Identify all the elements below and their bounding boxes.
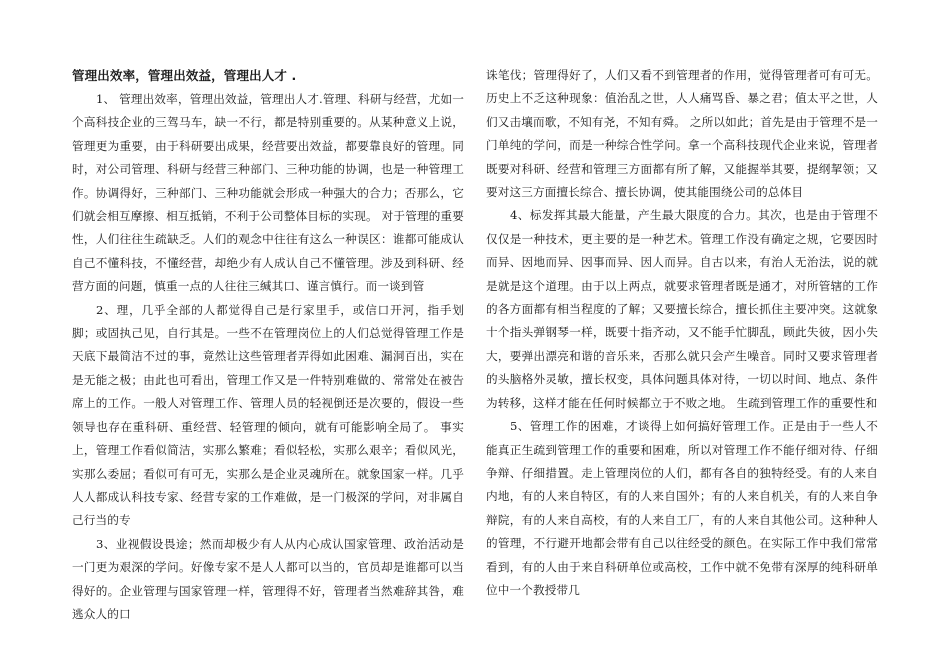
left-column	[72, 64, 464, 626]
paragraph: 诛笔伐；管理得好了，人们又看不到管理者的作用，觉得管理者可有可无。历史上不乏这种现象：值治乱之世，人人痛骂昏、暴之君；值太平之世，人们又击壤而歌，不知有尧，不知有舜。 之所以如此；首先是由于管理不是一门单纯的学问，而是一种综合性学问。拿一个高科技现代企业来说，管理者既要对科研、经营和管理三方面都有所了解，又能握举其要，提纲挈领；又要对这三方面擅长综合、擅长协调，使其能围绕公司的总体目	[486, 68, 878, 200]
paragraph: 1、 管理出效率，管理出效益，管理出人才.管理、科研与经营，尤如一个高科技企业的三驾马车，缺一不行，都是特别重要的。从某种意义上说，管理更为重要，由于科研要出成果，经营要出效益，都要靠良好的管理。同时，对公司管理、科研与经营三种部门、三种功能的协调，也是一种管理工作。协调得好，三种部门、三种功能就会形成一种强大的合力；否那么，它们就会相互摩擦、相互抵销，不利于公司整体目标的实现。 对于管理的重要性，人们往往生疏缺乏。人们的观念中往往有这么一种误区：谁都可能成认自己不懂科技，不懂经营，却绝少有人成认自己不懂管理。涉及到科研、经营方面的问题，慎重一点的人往往三缄其口、谨言慎行。而一谈到管	[72, 92, 464, 294]
paragraph: 3、业视假设畏途；然而却极少有人从内心成认国家管理、政治活动是一门更为艰深的学问。好像专家不是人人都可以当的，官员却是谁都可以当得好的。企业管理与国家管理一样，管理得不好，管理者当然难辞其咎，难逃众人的口	[72, 536, 464, 621]
paragraph: 2、理，几乎全部的人都觉得自己是行家里手，或信口开河，指手划脚；或固执己见，自行其是。一些不在管理岗位上的人们总觉得管理工作是天底下最简洁不过的事，竟然让这些管理者弄得如此困难、漏洞百出，实在是无能之极；由此也可看出，管理工作又是一件特别难做的、常常处在被告席上的工作。一般人对管理工作、管理人员的轻视倒还是次要的，假设一些领导也存在重科研、重经营、轻管理的倾向，就有可能影响全局了。 事实上，管理工作看似简洁，实那么繁难；看似轻松，实那么艰辛；看似风光，实那么委屈；看似可有可无，实那么是企业灵魂所在。就象国家一样。几乎人人都成认科技专家、经营专家的工作难做，是一门极深的学问，对非属自己行当的专	[72, 302, 464, 528]
paragraph: 4、标发挥其最大能量，产生最大限度的合力。其次，也是由于管理不仅仅是一种技术，更主要的是一种艺术。管理工作没有确定之规，它要因时而异、因地而异、因事而异、因人而异。自古以来，有治人无治法，说的就是就是这个道理。由于以上两点，就要求管理者既是通才，对所管辖的工作的各方面都有相当程度的了解；又要擅长综合，擅长抓住主要冲突。这就象十个指头弹钢琴一样，既要十指齐动，又不能手忙脚乱，顾此失彼，因小失大，要弹出漂亮和谐的音乐来，否那么就只会产生噪音。同时又要求管理者的头脑格外灵敏，擅长权变，具体问题具体对待，一切以时间、地点、条件为转移，这样才能在任何时候都立于不败之地。 生疏到管理工作的重要性和	[486, 208, 878, 410]
right-column	[486, 64, 878, 602]
document-title: 管理出效率，管理出效益，管理出人才 .	[72, 68, 297, 83]
paragraph: 5、管理工作的困难，才谈得上如何搞好管理工作。正是由于一些人不能真正生疏到管理工作的重要和困难，所以对管理工作不能仔细对待、仔细争辩、仔细措置。走上管理岗位的人们，都有各自的独特经受。有的人来自内地，有的人来自特区，有的人来自国外；有的人来自机关，有的人来自争辩院，有的人来自高校，有的人来自工厂，有的人来自其他公司。这种种人的管理，不行避开地都会带有自己以往经受的颜色。在实际工作中我们常常看到，有的人由于来自科研单位或高校，工作中就不免带有深厚的纯科研单位中一个教授带几	[486, 419, 878, 597]
